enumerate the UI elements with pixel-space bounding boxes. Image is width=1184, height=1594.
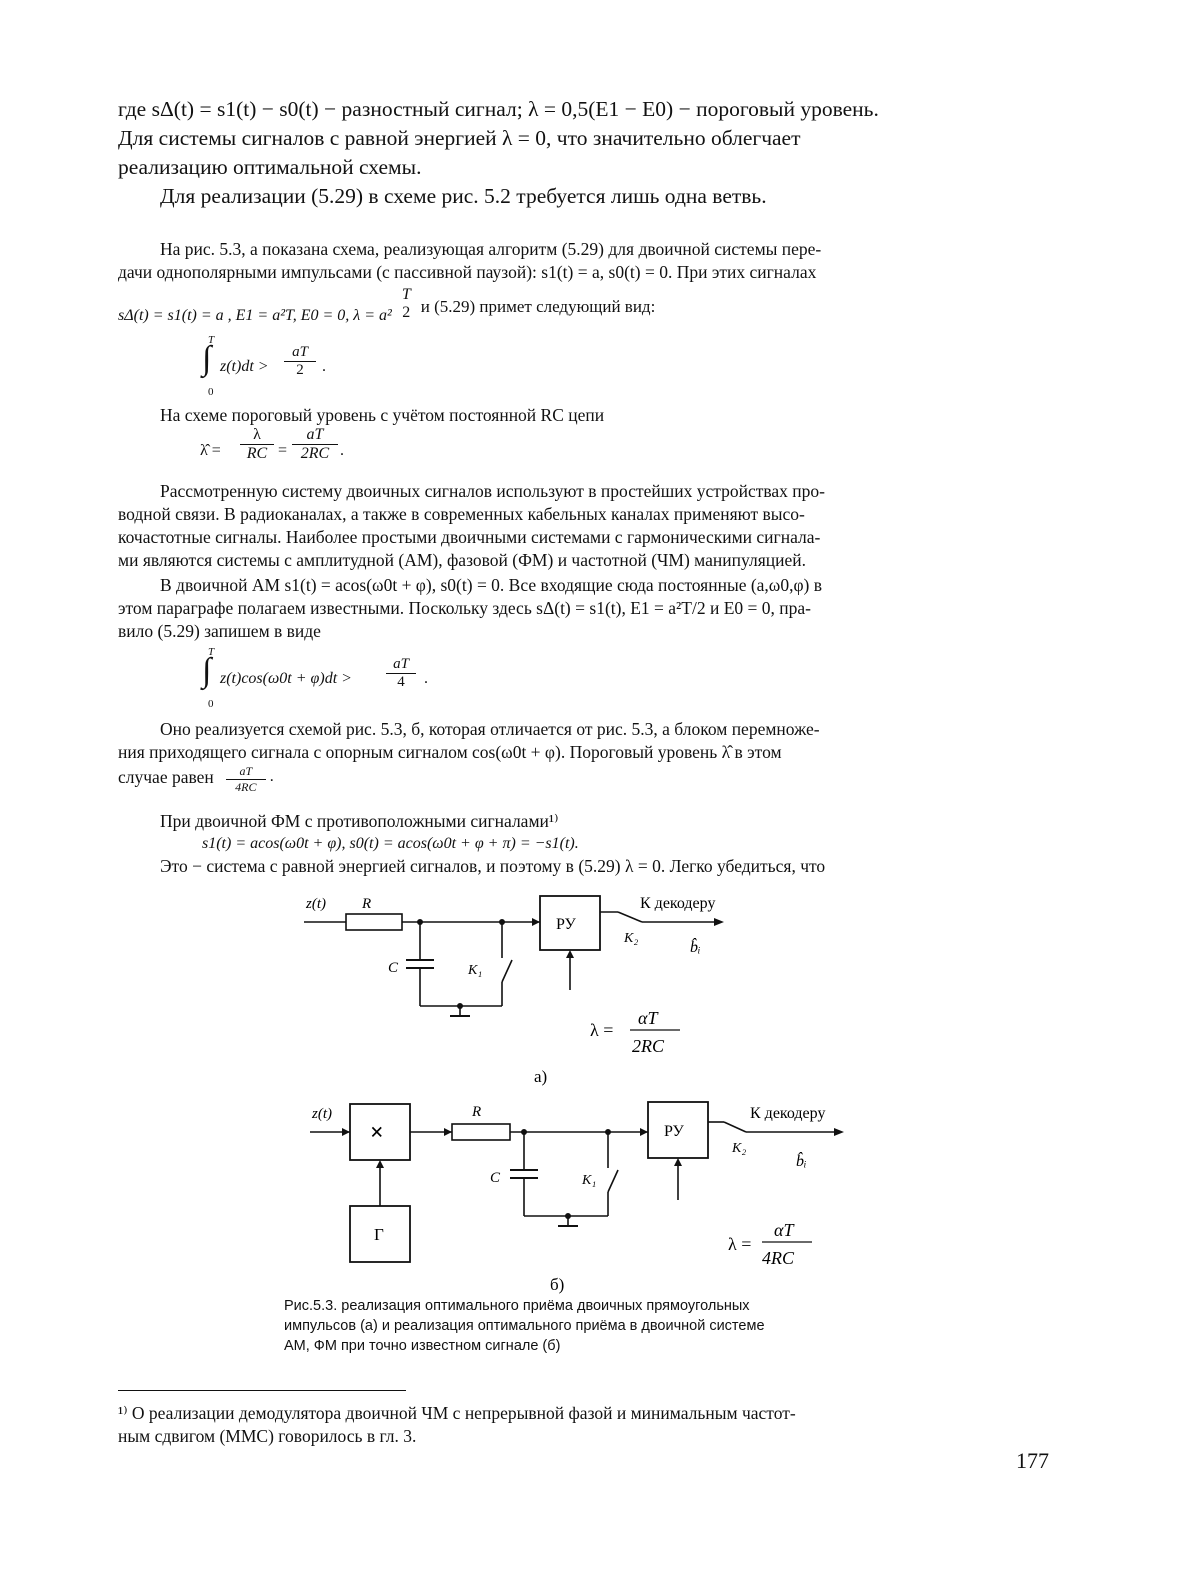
eq1-den: 2: [296, 362, 304, 378]
para1-fraction: [402, 286, 411, 322]
para1-frac-den: 2: [402, 304, 411, 321]
diagram-a: [300, 886, 760, 1086]
footnote-rule: [118, 1390, 406, 1391]
para1-eq-end: и (5.29) примет следующий вид:: [420, 296, 656, 316]
footnote-line-1: ¹⁾ О реализации демодулятора двоичной ЧМ с непрерывной фазой и минимальным частот-: [118, 1403, 796, 1423]
para4-den: 4RC: [235, 780, 257, 794]
threshold-num-1: λ: [240, 426, 274, 445]
top-line-2: Для системы сигналов с равной энергией λ = 0, что значительно облегчает: [118, 126, 801, 150]
diagram-a-label: а): [534, 1067, 548, 1086]
equation-1: [200, 334, 360, 400]
para1-frac-num: T: [401, 286, 411, 303]
eq1-lower-limit: 0: [208, 386, 214, 398]
para1-line-1: На рис. 5.3, а показана схема, реализующая алгоритм (5.29) для двоичной системы пере-: [160, 239, 822, 259]
diagram-a-r-label: R: [362, 896, 372, 912]
footnote-line-2: ным сдвигом (ММС) говорилось в гл. 3.: [118, 1426, 417, 1446]
diagram-a-ru-arrow: [566, 950, 574, 958]
diagram-b-label: б): [550, 1275, 565, 1294]
diagram-a-k1-switch: [502, 960, 512, 982]
threshold-end: .: [340, 442, 344, 459]
eq2-den: 4: [397, 674, 405, 690]
threshold-lhs: λ̂ =: [200, 442, 221, 459]
para4-line-1: Оно реализуется схемой рис. 5.3, б, которая отличается от рис. 5.3, а блоком перемноже-: [160, 719, 820, 739]
paragraph-2: [118, 480, 1060, 572]
diagram-b-b-label: b̂ᵢ: [796, 1153, 807, 1170]
diagram-a-resistor: [346, 914, 402, 930]
threshold-den-1: RC: [246, 445, 268, 462]
diagram-b-decoder-arrow: [834, 1128, 844, 1136]
eq1-integral-sign: ∫: [202, 340, 212, 377]
diagram-a-c-label: C: [388, 960, 399, 976]
eq1-upper-limit: T: [208, 334, 215, 346]
diagram-b-k1-label: K₁: [582, 1173, 597, 1188]
para3-line-3: вило (5.29) запишем в виде: [118, 621, 321, 641]
threshold-eq-sign: =: [278, 442, 288, 459]
threshold-text: На схеме пороговый уровень с учётом постоянной RC цепи: [160, 405, 605, 425]
threshold-num-2: aT: [292, 426, 338, 445]
paragraph-5: [118, 810, 1060, 878]
para4-end: .: [269, 768, 274, 785]
threshold-frac-1: [240, 426, 274, 463]
para1-eq-start: sΔ(t) = s1(t) = a , E1 = a²T, E0 = 0, λ = a²: [118, 306, 392, 324]
para4-line-3-text: случае равен: [118, 767, 214, 787]
eq2-num: aT: [386, 656, 416, 674]
diagram-a-k1-label: K₁: [468, 963, 483, 978]
diagram-b-mult-label: ×: [370, 1120, 384, 1146]
eq2-lower-limit: 0: [208, 698, 214, 710]
diagram-b-resistor: [452, 1124, 510, 1140]
diagram-b: [300, 1094, 860, 1294]
threshold-frac-2: [292, 426, 338, 463]
diagram-b-k1-switch: [608, 1170, 618, 1192]
diagram-a-arrow-ru: [532, 918, 540, 926]
para5-line-2: s1(t) = acos(ω0t + φ), s0(t) = acos(ω0t + φ + π) = −s1(t).: [202, 835, 579, 852]
figure-caption: [284, 1296, 904, 1356]
paragraph-4: [118, 718, 1060, 764]
eq1-fraction: [284, 344, 316, 379]
para2-line-4: ми являются системы с амплитудной (АМ), фазовой (ФМ) и частотной (ЧМ) манипуляцией.: [118, 550, 806, 570]
top-line-1: где sΔ(t) = s1(t) − s0(t) − разностный сигнал; λ = 0,5(E1 − E0) − пороговый уровень.: [118, 97, 879, 121]
diagram-a-decoder-arrow: [714, 918, 724, 926]
diagram-a-k2-switch: [618, 912, 642, 922]
eq2-body: z(t)cos(ω0t + φ)dt >: [220, 670, 352, 687]
top-line-3: реализацию оптимальной схемы.: [118, 155, 422, 179]
para4-line-2: ния приходящего сигнала с опорным сигналом cos(ω0t + φ). Пороговый уровень λ̂ в этом: [118, 742, 782, 762]
para4-fraction: [226, 764, 266, 795]
diagram-a-lambda-den: 2RC: [632, 1036, 665, 1056]
top-line-4: Для реализации (5.29) в схеме рис. 5.2 требуется лишь одна ветвь.: [160, 184, 767, 208]
diagram-b-c-label: C: [490, 1170, 501, 1186]
eq2-end: .: [424, 670, 428, 687]
diagram-b-ru-arrow: [674, 1158, 682, 1166]
diagram-b-gen-label: Г: [374, 1225, 384, 1244]
diagram-a-decoder-label: К декодеру: [640, 895, 716, 912]
diagram-a-lambda-num: αT: [638, 1008, 658, 1028]
diagram-b-input-arrow: [342, 1128, 350, 1136]
top-paragraph: [118, 95, 1058, 211]
eq1-body: z(t)dt >: [220, 358, 269, 375]
para1-line-2: дачи однополярными импульсами (с пассивной паузой): s1(t) = a, s0(t) = 0. При этих сигналах: [118, 262, 817, 282]
eq1-end: .: [322, 358, 326, 375]
paragraph-3: [118, 574, 1060, 643]
diagram-b-gen-arrow: [376, 1160, 384, 1168]
diagram-b-decoder-label: К декодеру: [750, 1105, 826, 1122]
diagram-a-ru-label: РУ: [556, 916, 576, 933]
equation-2: [200, 646, 460, 712]
para5-line-3: Это − система с равной энергией сигналов, и поэтому в (5.29) λ = 0. Легко убедиться, что: [160, 856, 826, 876]
eq2-fraction: [386, 656, 416, 691]
eq2-integral-sign: ∫: [202, 652, 212, 689]
para2-line-2: водной связи. В радиоканалах, а также в современных кабельных каналах применяют высо-: [118, 504, 805, 524]
eq1-num: aT: [284, 344, 316, 362]
paragraph-1: [118, 238, 1060, 284]
para2-line-1: Рассмотренную систему двоичных сигналов используют в простейших устройствах про-: [160, 481, 825, 501]
caption-line-2: импульсов (а) и реализация оптимального приёма в двоичной системе: [284, 1318, 765, 1334]
para5-line-1: При двоичной ФМ с противоположными сигналами¹⁾: [160, 811, 559, 831]
caption-line-3: АМ, ФМ при точно известном сигнале (б): [284, 1338, 561, 1354]
para2-line-3: кочастотные сигналы. Наиболее простыми двоичными системами с гармоническими сигнала-: [118, 527, 821, 547]
diagram-a-k2-label: K₂: [624, 931, 639, 946]
eq2-upper-limit: T: [208, 646, 215, 658]
diagram-a-input-label: z(t): [306, 896, 326, 912]
para4-line-3: [118, 764, 274, 808]
diagram-b-ru-label: РУ: [664, 1123, 684, 1140]
diagram-b-ru-arrow-in: [640, 1128, 648, 1136]
para3-line-2: этом параграфе полагаем известными. Поскольку здесь sΔ(t) = s1(t), E1 = a²T/2 и E0 = 0, пра-: [118, 598, 811, 618]
diagram-b-k2-label: K₂: [732, 1141, 747, 1156]
diagram-b-lambda-label: λ =: [728, 1234, 752, 1254]
para4-num: aT: [226, 764, 266, 780]
threshold-equation: [200, 426, 360, 476]
diagram-b-lambda-den: 4RC: [762, 1248, 795, 1268]
diagram-b-r-arrow: [444, 1128, 452, 1136]
page-number: 177: [1016, 1448, 1049, 1473]
diagram-a-lambda-label: λ =: [590, 1020, 614, 1040]
threshold-den-2: 2RC: [300, 445, 330, 462]
diagram-b-k2-switch: [724, 1122, 746, 1132]
caption-line-1: Рис.5.3. реализация оптимального приёма двоичных прямоугольных: [284, 1298, 750, 1314]
diagram-a-b-label: b̂ᵢ: [690, 939, 701, 956]
para3-line-1: В двоичной АМ s1(t) = acos(ω0t + φ), s0(t) = 0. Все входящие сюда постоянные (a,ω0,φ) в: [160, 575, 823, 595]
diagram-b-input-label: z(t): [312, 1106, 332, 1122]
para1-line-3: [118, 286, 655, 334]
footnote: [118, 1402, 1060, 1448]
diagram-b-r-label: R: [472, 1104, 482, 1120]
diagram-b-lambda-num: αT: [774, 1220, 794, 1240]
